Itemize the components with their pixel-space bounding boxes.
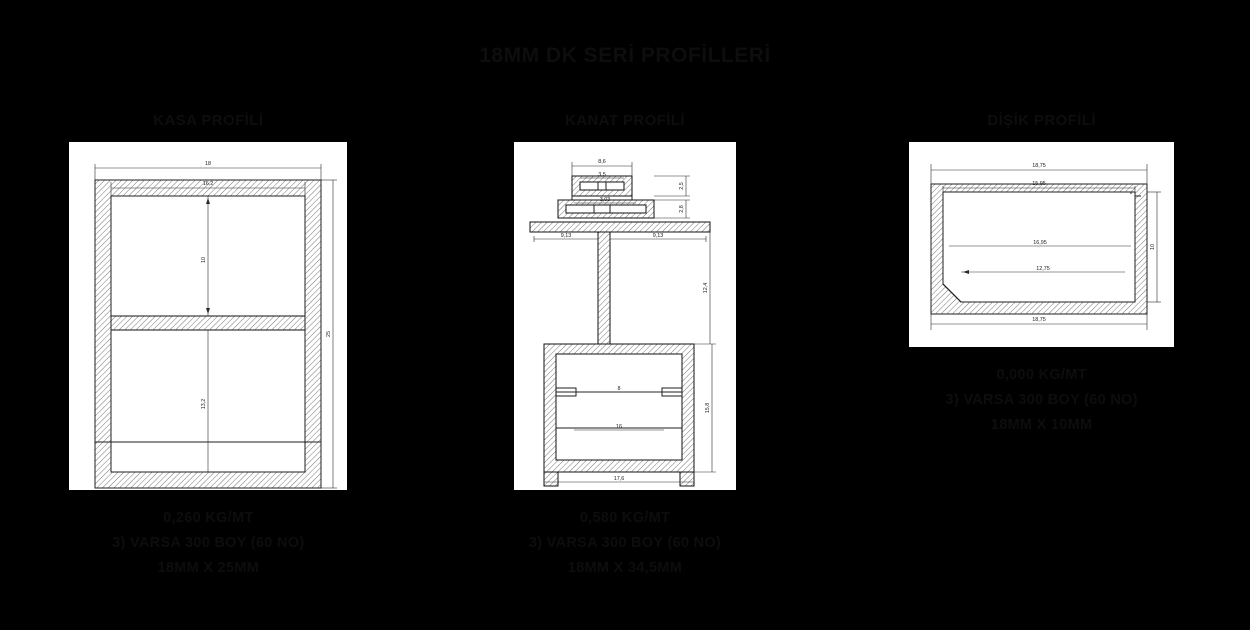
dim-kasa-162: 16,2 xyxy=(203,181,214,187)
dim-kanat-35: 3,5 xyxy=(598,172,606,178)
dim-kanat-86: 8,6 xyxy=(598,159,606,165)
kasa-profile-drawing xyxy=(69,142,347,490)
dim-kanat-913-left: 9,13 xyxy=(560,233,572,239)
dim-kanat-176: 17,6 xyxy=(613,476,625,482)
dim-disik-1595: 15,95 xyxy=(1032,181,1046,187)
dim-kanat-124: 12,4 xyxy=(702,282,709,294)
dim-disik-10: 10 xyxy=(1150,244,1157,250)
profile-column-disik xyxy=(833,112,1250,581)
profile-title-disik: DİŞİK PROFİLİ xyxy=(987,112,1096,129)
profile-caption-kasa xyxy=(112,506,304,581)
profile-caption-disik xyxy=(946,363,1138,438)
caption-line: 3) VARSA 300 BOY (60 NO) xyxy=(112,535,305,551)
dim-kanat-25: 2,5 xyxy=(678,182,685,190)
profile-title-kanat: KANAT PROFİLİ xyxy=(565,112,685,129)
caption-line: 18MM X 10MM xyxy=(990,417,1093,433)
disik-profile-drawing xyxy=(909,142,1174,347)
dim-kasa-132: 13,2 xyxy=(201,398,208,410)
dim-kasa-18: 18 xyxy=(205,161,212,167)
profile-title-kasa: KASA PROFİLİ xyxy=(153,112,264,129)
profile-caption-kanat xyxy=(529,506,721,581)
caption-line: 3) VARSA 300 BOY (60 NO) xyxy=(528,535,722,551)
kanat-profile-drawing xyxy=(514,142,736,490)
caption-line: 0,580 KG/MT xyxy=(579,510,671,526)
dim-kasa-10: 10 xyxy=(201,257,208,263)
dim-kasa-25: 25 xyxy=(326,331,333,337)
profile-column-kanat xyxy=(417,112,834,581)
profile-column-kasa xyxy=(0,112,417,581)
caption-line: 3) VARSA 300 BOY (60 NO) xyxy=(945,392,1138,408)
profiles-container xyxy=(0,112,1250,581)
dim-disik-1875-top: 18,75 xyxy=(1032,163,1046,169)
caption-line: 0,260 KG/MT xyxy=(163,510,254,526)
caption-line: 0,000 KG/MT xyxy=(996,367,1087,383)
dim-kanat-8: 8 xyxy=(617,386,621,392)
page-title: 18MM DK SERİ PROFİLLERİ xyxy=(479,44,771,67)
dim-kanat-913-right: 9,13 xyxy=(652,233,664,239)
caption-line: 18MM X 25MM xyxy=(157,560,260,576)
dim-kanat-16: 16 xyxy=(615,424,622,430)
dim-disik-1695: 16,95 xyxy=(1033,240,1047,246)
dim-kanat-303: 3,03 xyxy=(599,197,611,203)
caption-line: 18MM X 34,5MM xyxy=(567,560,683,576)
dim-disik-1275: 12,75 xyxy=(1036,266,1050,272)
dim-kanat-158: 15,8 xyxy=(704,402,711,414)
dim-disik-1875-bottom: 18,75 xyxy=(1032,317,1046,323)
dim-kanat-28: 2,8 xyxy=(678,205,685,213)
